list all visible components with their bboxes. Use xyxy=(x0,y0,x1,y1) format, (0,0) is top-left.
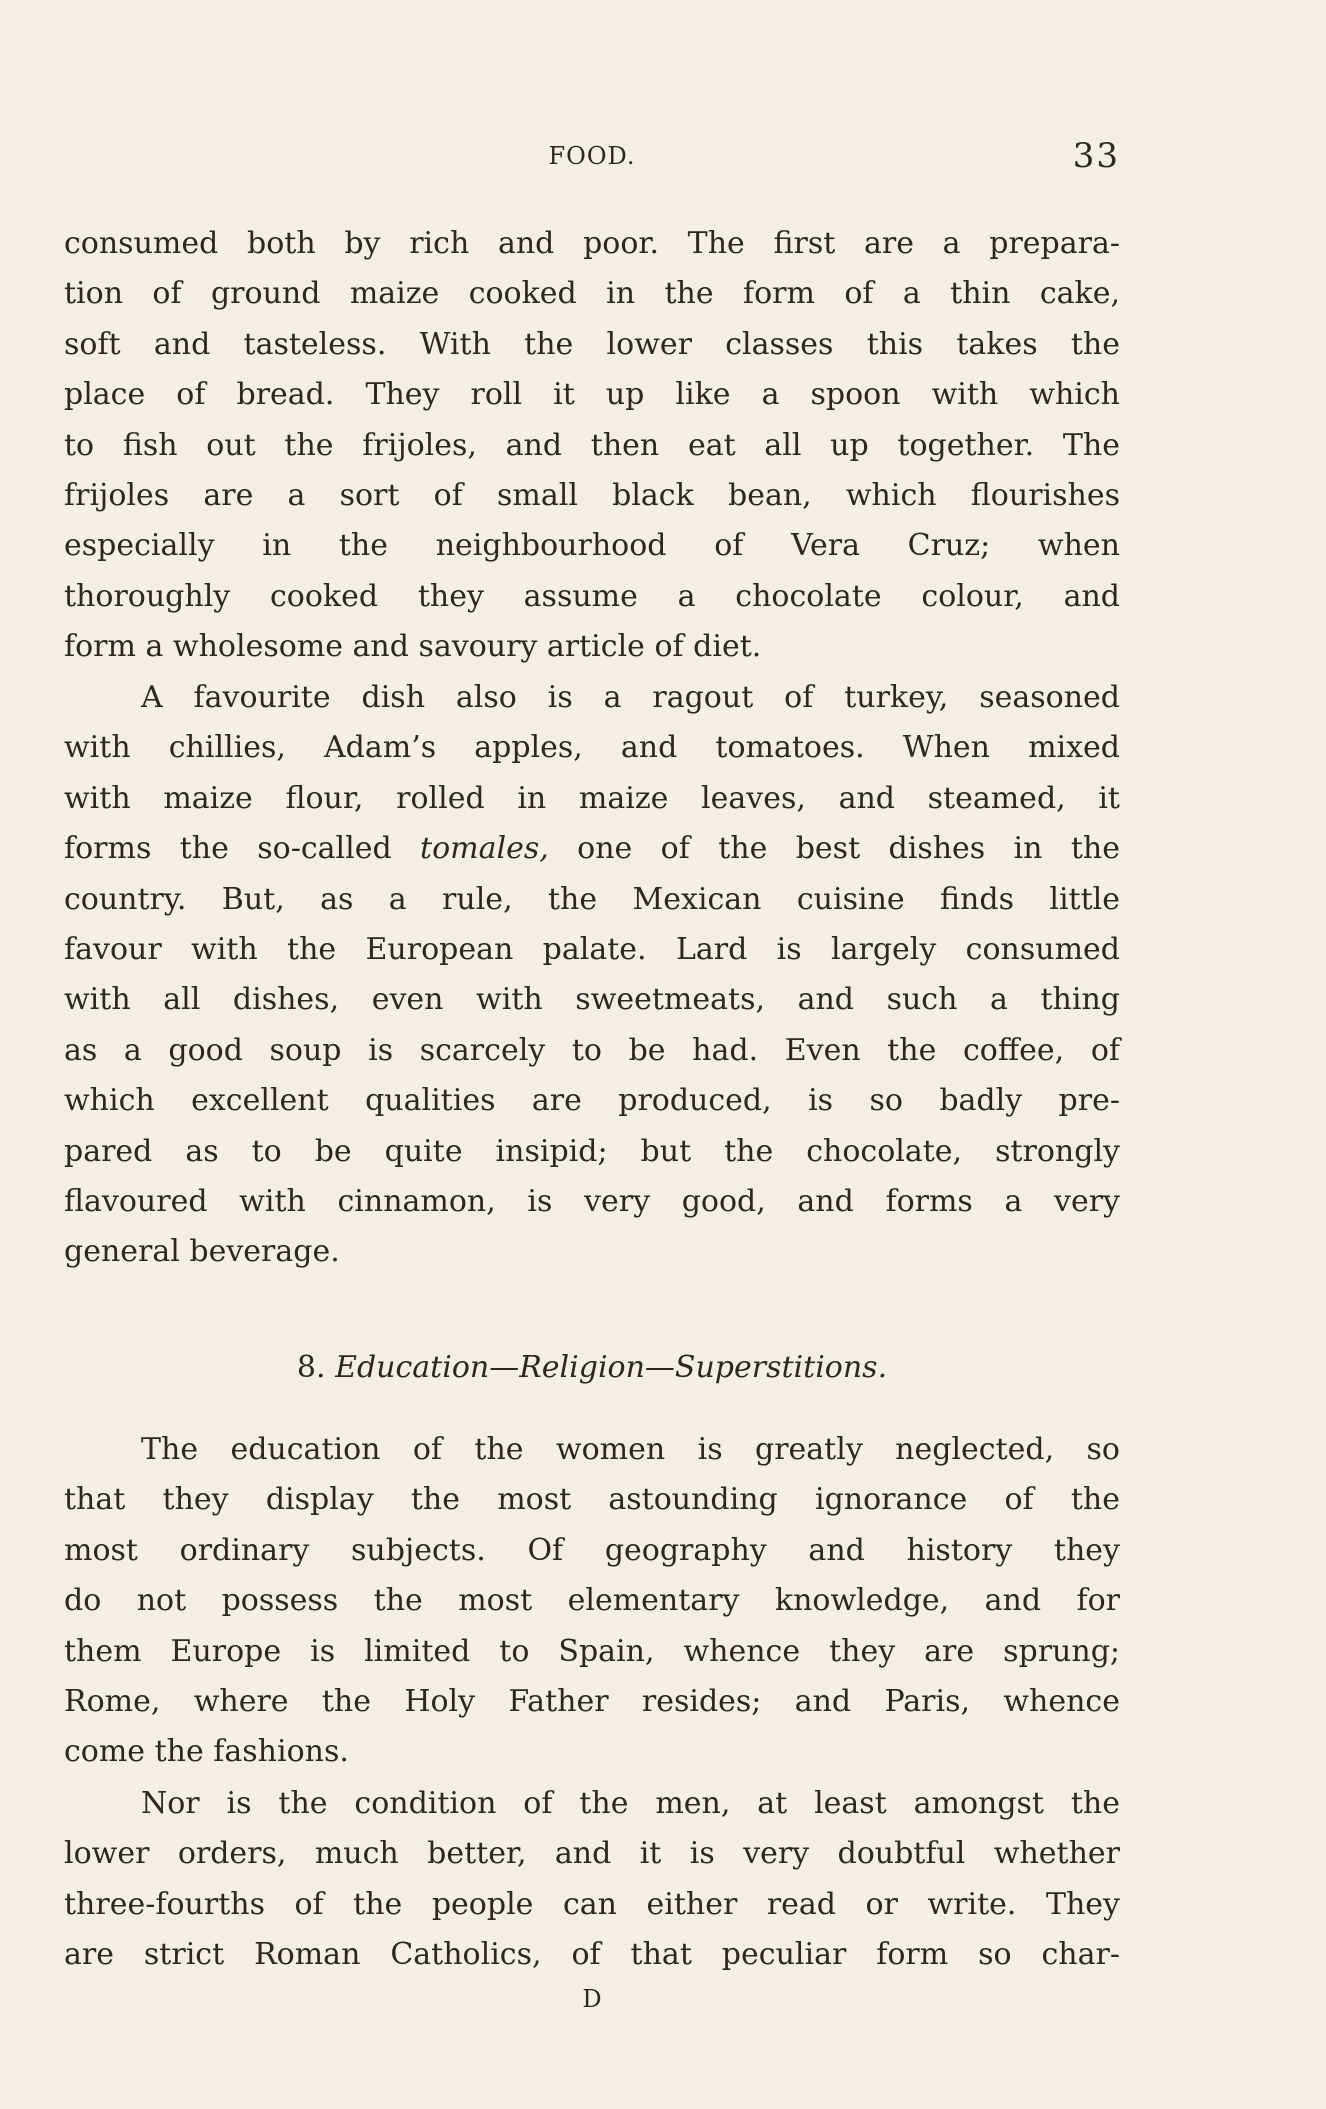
text-line: Rome, where the Holy Father resides; and Paris, whence xyxy=(64,1684,1120,1720)
paragraph-favourite-dish xyxy=(64,673,1120,1278)
text-line: do not possess the most elementary knowledge, and for xyxy=(64,1583,1120,1619)
text-line: that they display the most astounding ignorance of the xyxy=(64,1482,1120,1518)
text-line: with maize flour, rolled in maize leaves, and steamed, it xyxy=(64,780,1120,816)
text-line: them Europe is limited to Spain, whence they are sprung; xyxy=(64,1633,1120,1669)
text-line: especially in the neighbourhood of Vera Cruz; when xyxy=(64,528,1120,564)
text-line: country. But, as a rule, the Mexican cuisine finds little xyxy=(64,881,1120,917)
text-line: consumed both by rich and poor. The first are a prepara- xyxy=(64,226,1120,261)
text-line: most ordinary subjects. Of geography and history they xyxy=(64,1532,1120,1568)
signature-mark: D xyxy=(582,1985,602,2013)
running-head xyxy=(64,136,1120,186)
text-run: forms the so-called xyxy=(64,831,421,867)
text-line: which excellent qualities are produced, is so badly pre- xyxy=(64,1083,1120,1119)
text-line: frijoles are a sort of small black bean, which flourishes xyxy=(64,478,1120,514)
text-line: thoroughly cooked they assume a chocolate colour, and xyxy=(64,578,1120,614)
text-run: one of the best dishes in the xyxy=(548,831,1120,867)
text-line: soft and tasteless. With the lower classes this takes the xyxy=(64,326,1120,362)
text-line: A favourite dish also is a ragout of turkey, seasoned xyxy=(141,680,1120,715)
section-heading xyxy=(64,1350,1120,1385)
text-line: pared as to be quite insipid; but the chocolate, strongly xyxy=(64,1133,1120,1169)
text-line: place of bread. They roll it up like a spoon with which xyxy=(64,377,1120,413)
section-title: Education—Religion—Superstitions. xyxy=(335,1350,888,1385)
text-line: are strict Roman Catholics, of that peculiar form so char- xyxy=(64,1937,1120,1973)
text-line: general beverage. xyxy=(64,1234,340,1270)
paragraph-education-women xyxy=(64,1425,1120,1778)
italic-term-tomales: tomales, xyxy=(420,831,549,867)
text-line: to fish out the frijoles, and then eat all up together. The xyxy=(64,427,1120,463)
text-line-with-italic xyxy=(64,824,1120,874)
text-line: flavoured with cinnamon, is very good, and forms a very xyxy=(64,1184,1120,1220)
paragraph-tortillas xyxy=(64,219,1120,673)
text-line: with all dishes, even with sweetmeats, and such a thing xyxy=(64,982,1120,1018)
text-line: form a wholesome and savoury article of diet. xyxy=(64,629,762,665)
paragraph-condition-men xyxy=(64,1779,1120,1981)
text-line: come the fashions. xyxy=(64,1734,349,1770)
text-line: three-fourths of the people can either read or write. They xyxy=(64,1886,1120,1922)
text-line: as a good soup is scarcely to be had. Even the coffee, of xyxy=(64,1032,1120,1068)
text-line: favour with the European palate. Lard is largely consumed xyxy=(64,932,1120,968)
text-line: tion of ground maize cooked in the form of a thin cake, xyxy=(64,276,1120,312)
section-number: 8. xyxy=(296,1350,326,1385)
text-line: lower orders, much better, and it is very doubtful whether xyxy=(64,1836,1120,1872)
page-number: 33 xyxy=(1072,136,1120,176)
text-line: Nor is the condition of the men, at least amongst the xyxy=(141,1786,1120,1821)
text-line: The education of the women is greatly neglected, so xyxy=(141,1432,1120,1467)
text-line: with chillies, Adam’s apples, and tomatoes. When mixed xyxy=(64,730,1120,766)
running-head-title: FOOD. xyxy=(548,142,636,170)
